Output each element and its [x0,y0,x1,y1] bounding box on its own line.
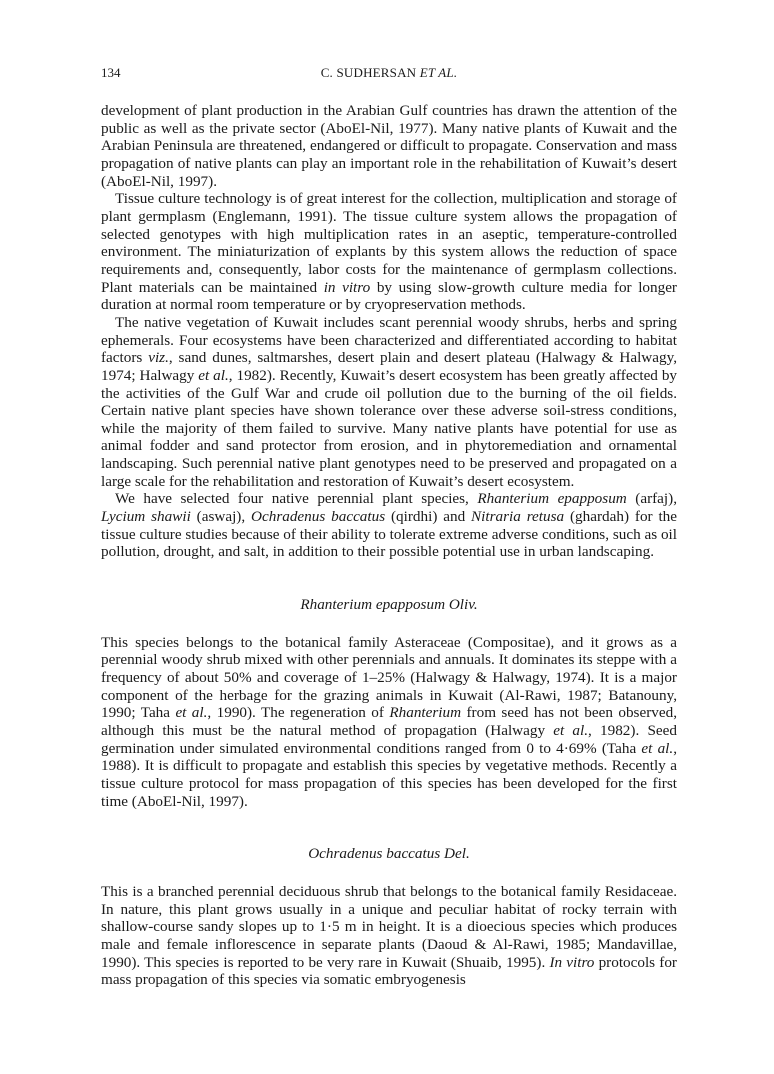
italic-text: et al. [198,366,229,384]
paragraph-tissue-culture: Tissue culture technology is of great interest for the collection, multiplication and storage of plant germplasm (Englemann, 1991). The tissue culture system allows the propagation of selected genotypes with high multiplication rates in an aseptic, temperature-controlled environment. The miniaturization of explants by this system allows the reduction of space requirements and, consequently, labor costs for the maintenance of germplasm collections. Plant materials can be maintained in vitro by using slow-growth culture media for longer duration at normal room temperature or by cryopreservation methods. [101,190,677,314]
italic-text: Lycium shawii [101,508,191,526]
italic-text: in vitro [323,278,371,296]
paragraph-selected-species: We have selected four native perennial plant species, Rhanterium epapposum (arfaj), Lycium shawii (aswaj), Ochradenus baccatus (qirdhi) and Nitraria retusa (ghardah) for the tissue culture studies because of their ability to tolerate extreme adverse conditions, such as oil pollution, drought, and salt, in addition to their possible potential use in urban landscaping. [101,490,678,561]
page-number: 134 [101,65,121,80]
section-heading-rhanterium: Rhanterium epapposum Oliv. [300,596,478,614]
italic-text: Rhanterium [389,704,462,722]
italic-text: et al. [175,704,208,722]
paragraph-rhanterium: This species belongs to the botanical family Asteraceae (Compositae), and it grows as a perennial woody shrub mixed with other perennials and annuals. It dominates its steppe with a frequency of about 50% and coverage of 1–25% (Halwagy & Halwagy, 1974). It is a major component of the herbage for the grazing animals in Kuwait (Al-Rawi, 1987; Batanouny, 1990; Taha et al., 1990). The regeneration of Rhanterium from seed has not been observed, although this must be the natural method of propagation (Halwagy et al., 1982). Seed germination under simulated environmental conditions ranged from 0 to 4·69% (Taha et al., 1988). It is difficult to propagate and establish this species by vegetative methods. Recently a tissue culture protocol for mass propagation of this species has been developed for the first time (AboEl-Nil, 1997). [101,633,677,810]
running-title-authors: C. SUDHERSAN [320,65,417,80]
italic-text: et al. [641,739,674,757]
document-page [101,64,677,989]
paragraph-intro-continued: development of plant production in the Arabian Gulf countries has drawn the attention of the public as well as the private sector (AboEl-Nil, 1977). Many native plants of Kuwait and the Arabian Peninsula are threatened, endangered or difficult to propagate. Conservation and mass propagation of native plants can play an important role in the rehabilitation of Kuwait’s desert (AboEl-Nil, 1997). [101,102,677,190]
section-heading-ochradenus: Ochradenus baccatus Del. [308,845,470,863]
italic-text: Rhanterium epapposum [477,490,627,508]
running-header [101,64,677,82]
paragraph-native-vegetation: The native vegetation of Kuwait includes scant perennial woody shrubs, herbs and spring ephemerals. Four ecosystems have been characterized and differentiated according to habitat factors viz., sand dunes, saltmarshes, desert plain and desert plateau (Halwagy & Halwagy, 1974; Halwagy et al., 1982). Recently, Kuwait’s desert ecosystem has been greatly affected by the activities of the Gulf War and crude oil pollution due to the burning of the oil fields. Certain native plant species have shown tolerance over these adverse soil-stress conditions, while the majority of them failed to survive. Many native plants have potential for use as animal fodder and sand protector from erosion, and in phytoremediation and ornamental landscaping. Such perennial native plant genotypes need to be preserved and propagated on a large scale for the rehabilitation and restoration of Kuwait’s desert ecosystem. [101,313,678,490]
italic-text: Ochradenus baccatus [251,508,386,526]
italic-text: et al. [553,722,589,739]
italic-text: viz. [148,349,169,367]
running-title [101,64,677,82]
running-title-etal: ET AL. [419,65,458,80]
italic-text: In vitro [549,953,595,971]
paragraph-ochradenus: This is a branched perennial deciduous shrub that belongs to the botanical family Residaceae. In nature, this plant grows usually in a unique and peculiar habitat of rocky terrain with shallow-course sandy slopes up to 1·5 m in height. It is a dioecious species which produces male and female inflorescence in separate plants (Daoud & Al-Rawi, 1985; Mandavillae, 1990). This species is reported to be very rare in Kuwait (Shuaib, 1995). In vitro protocols for mass propagation of this species via somatic embryogenesis [101,882,677,989]
italic-text: Nitraria retusa [471,508,565,526]
